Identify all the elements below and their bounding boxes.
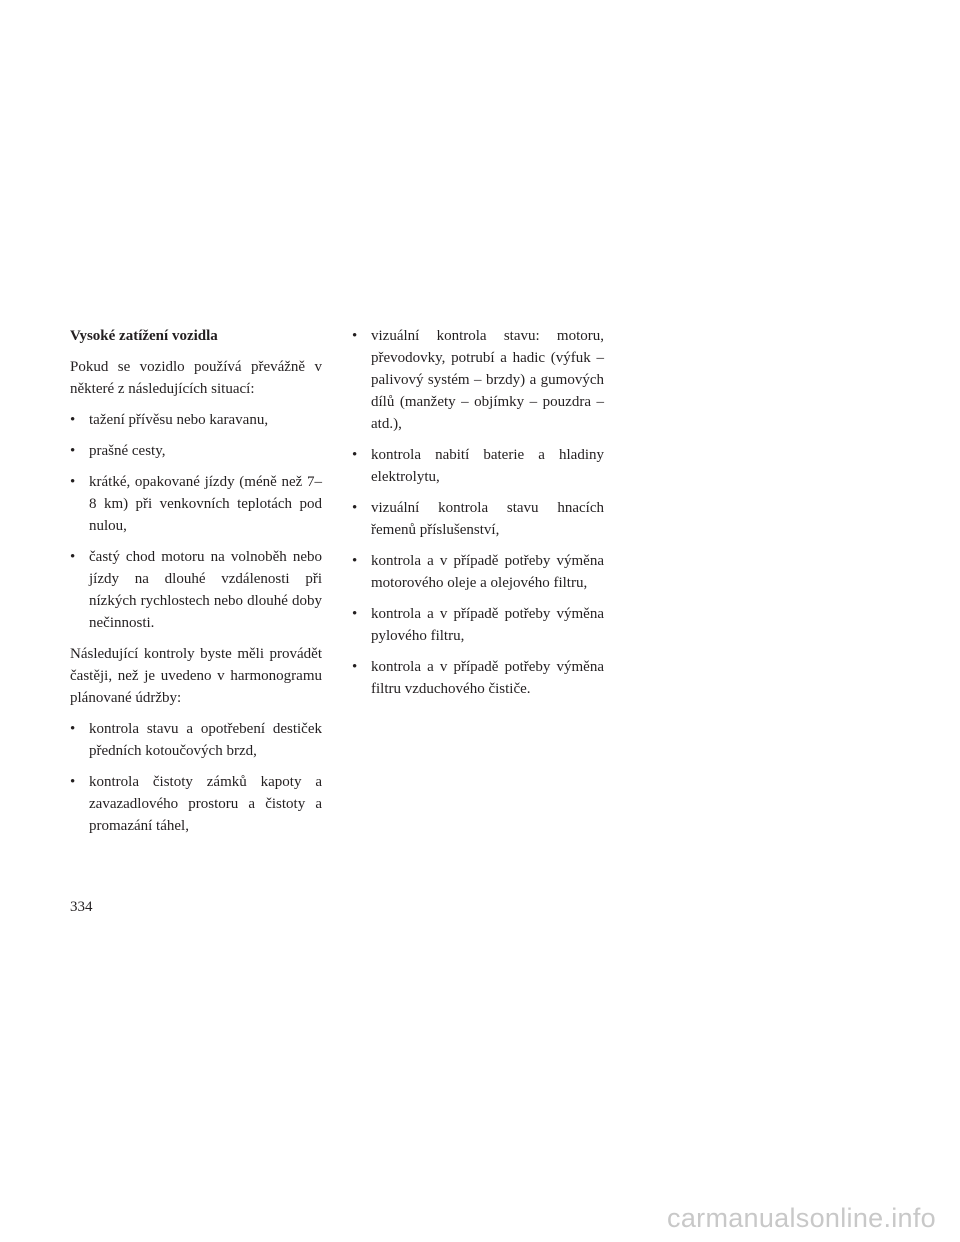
watermark-text: carmanualsonline.info <box>667 1203 936 1233</box>
checks-intro-paragraph: Následující kontroly byste měli provádět častěji, než je uvedeno v harmonogramu plánované údržby: <box>70 646 322 706</box>
list-item <box>352 656 604 700</box>
intro-paragraph: Pokud se vozidlo používá převážně v některé z následujících situací: <box>70 359 322 397</box>
list-item <box>70 440 322 462</box>
right-column <box>352 325 604 709</box>
bullet-icon: • <box>70 443 76 459</box>
section-heading: Vysoké zatížení vozidla <box>70 328 218 344</box>
page-number: 334 <box>70 899 93 915</box>
bullet-icon: • <box>352 328 358 344</box>
bullet-icon: • <box>352 659 358 675</box>
list-item-text: kontrola a v případě potřeby výměna filtru vzduchového čističe. <box>371 659 604 697</box>
bullet-icon: • <box>70 412 76 428</box>
list-item-text: krátké, opakované jízdy (méně než 7–8 km) při venkovních teplotách pod nulou, <box>89 474 322 534</box>
list-item-text: kontrola nabití baterie a hladiny elektrolytu, <box>371 447 604 485</box>
bullet-icon: • <box>70 721 76 737</box>
list-item <box>70 546 322 634</box>
bullet-icon: • <box>70 774 76 790</box>
list-item-text: kontrola a v případě potřeby výměna motorového oleje a olejového filtru, <box>371 553 604 591</box>
list-item <box>70 718 322 762</box>
list-item <box>352 550 604 594</box>
bullet-icon: • <box>352 500 358 516</box>
bullet-icon: • <box>352 447 358 463</box>
list-item-text: vizuální kontrola stavu hnacích řemenů příslušenství, <box>371 500 604 538</box>
list-item <box>352 444 604 488</box>
left-column <box>70 325 322 846</box>
list-item <box>70 771 322 837</box>
bullet-icon: • <box>70 474 76 490</box>
list-item-text: kontrola čistoty zámků kapoty a zavazadlového prostoru a čistoty a promazání táhel, <box>89 774 322 834</box>
list-item <box>70 409 322 431</box>
list-item <box>352 603 604 647</box>
checks-list-right <box>352 325 604 700</box>
list-item <box>352 325 604 435</box>
list-item <box>70 471 322 537</box>
situations-list <box>70 409 322 634</box>
list-item-text: vizuální kontrola stavu: motoru, převodovky, potrubí a hadic (výfuk – palivový systém – brzdy) a gumových dílů (manžety – objímky – pouzdra – atd.), <box>371 328 604 432</box>
bullet-icon: • <box>70 549 76 565</box>
list-item-text: častý chod motoru na volnoběh nebo jízdy na dlouhé vzdálenosti při nízkých rychlostech nebo dlouhé doby nečinnosti. <box>89 549 322 631</box>
list-item-text: kontrola a v případě potřeby výměna pylového filtru, <box>371 606 604 644</box>
list-item-text: prašné cesty, <box>89 443 166 459</box>
checks-list-left <box>70 718 322 837</box>
list-item <box>352 497 604 541</box>
bullet-icon: • <box>352 606 358 622</box>
list-item-text: tažení přívěsu nebo karavanu, <box>89 412 269 428</box>
list-item-text: kontrola stavu a opotřebení destiček předních kotoučových brzd, <box>89 721 322 759</box>
bullet-icon: • <box>352 553 358 569</box>
